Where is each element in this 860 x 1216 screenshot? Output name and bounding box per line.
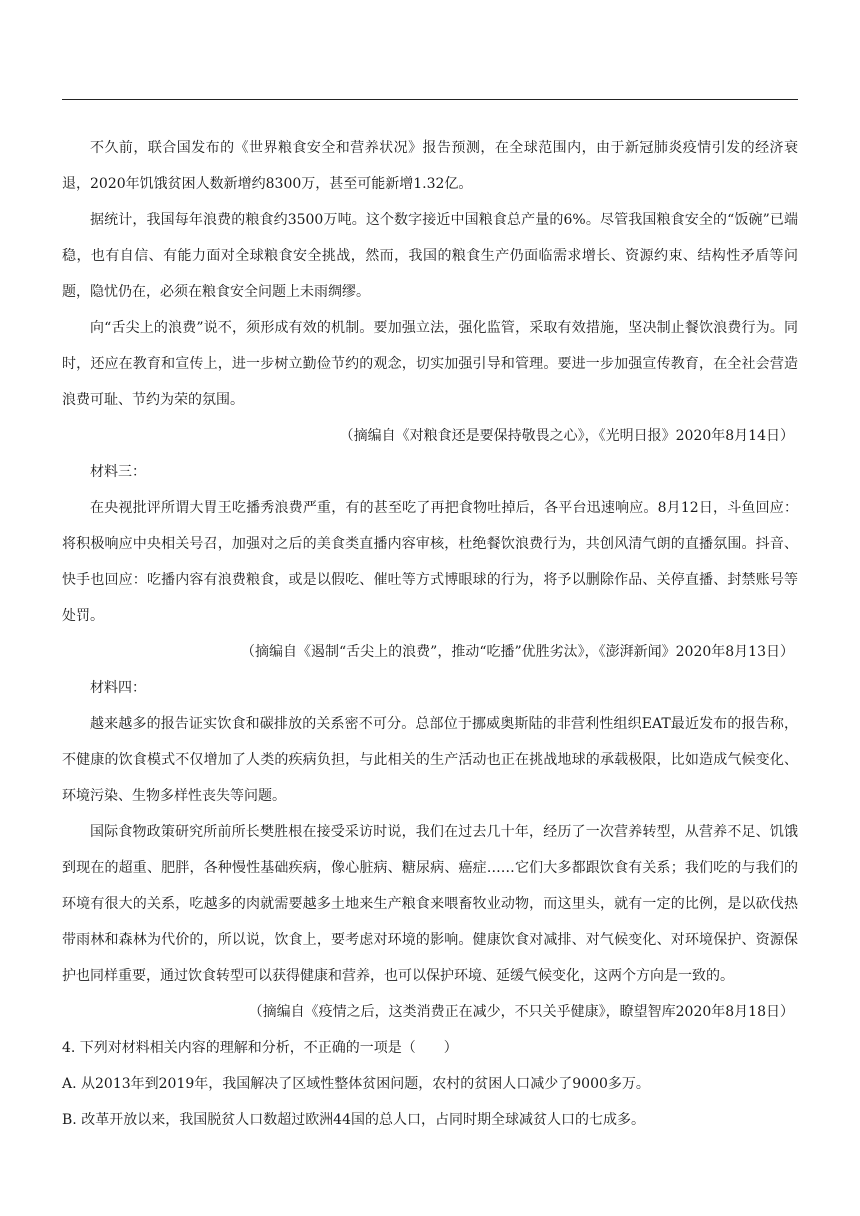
paragraph: 不久前，联合国发布的《世界粮食安全和营养状况》报告预测，在全球范围内，由于新冠肺炎疫情引发的经济衰退，2020年饥饿贫困人数新增约8300万，甚至可能新增1.32亿。 [62,140,798,192]
source-citation: （摘编自《对粮食还是要保持敬畏之心》，《光明日报》2020年8月14日） [339,428,794,444]
source-citation: （摘编自《遏制“舌尖上的浪费”，推动“吃播”优胜劣汰》，《澎湃新闻》2020年8月13日） [241,644,794,660]
source-citation: （摘编自《疫情之后，这类消费正在减少，不只关乎健康》，瞭望智库2020年8月18日） [248,1004,794,1020]
material-label: 材料四： [90,680,146,696]
header-rule [62,99,798,100]
material-label: 材料三： [90,464,146,480]
question-stem: 4. 下列对材料相关内容的理解和分析，不正确的一项是（ ） [62,1040,458,1056]
paragraph: 据统计，我国每年浪费的粮食约3500万吨。这个数字接近中国粮食总产量的6%。尽管我国粮食安全的“饭碗”已端稳，也有自信、有能力面对全球粮食安全挑战，然而，我国的粮食生产仍面临需求增长、资源约束、结构性矛盾等问题，隐忧仍在，必须在粮食安全问题上未雨绸缪。 [62,212,798,300]
document-body [62,130,798,1138]
answer-option-a[interactable]: A. 从2013年到2019年，我国解决了区域性整体贫困问题，农村的贫困人口减少了9000多万。 [62,1076,650,1092]
paragraph: 在央视批评所谓大胃王吃播秀浪费严重，有的甚至吃了再把食物吐掉后，各平台迅速响应。8月12日，斗鱼回应：将积极响应中央相关号召，加强对之后的美食类直播内容审核，杜绝餐饮浪费行为，共创风清气朗的直播氛围。抖音、快手也回应：吃播内容有浪费粮食，或是以假吃、催吐等方式博眼球的行为，将予以删除作品、关停直播、封禁账号等处罚。 [62,500,798,624]
paragraph: 向“舌尖上的浪费”说不，须形成有效的机制。要加强立法，强化监管，采取有效措施，坚决制止餐饮浪费行为。同时，还应在教育和宣传上，进一步树立勤俭节约的观念，切实加强引导和管理。要进一步加强宣传教育，在全社会营造浪费可耻、节约为荣的氛围。 [62,320,798,408]
paragraph: 越来越多的报告证实饮食和碳排放的关系密不可分。总部位于挪威奥斯陆的非营利性组织EAT最近发布的报告称，不健康的饮食模式不仅增加了人类的疾病负担，与此相关的生产活动也正在挑战地球的承载极限，比如造成气候变化、环境污染、生物多样性丧失等问题。 [62,716,798,804]
answer-option-b[interactable]: B. 改革开放以来，我国脱贫人口数超过欧洲44国的总人口，占同时期全球减贫人口的七成多。 [62,1112,646,1128]
paragraph: 国际食物政策研究所前所长樊胜根在接受采访时说，我们在过去几十年，经历了一次营养转型，从营养不足、饥饿到现在的超重、肥胖，各种慢性基础疾病，像心脏病、糖尿病、癌症……它们大多都跟饮食有关系；我们吃的与我们的环境有很大的关系，吃越多的肉就需要越多土地来生产粮食来喂畜牧业动物，而这里头，就有一定的比例，是以砍伐热带雨林和森林为代价的，所以说，饮食上，要考虑对环境的影响。健康饮食对减排、对气候变化、对环境保护、资源保护也同样重要，通过饮食转型可以获得健康和营养，也可以保护环境、延缓气候变化，这两个方向是一致的。 [62,824,798,984]
